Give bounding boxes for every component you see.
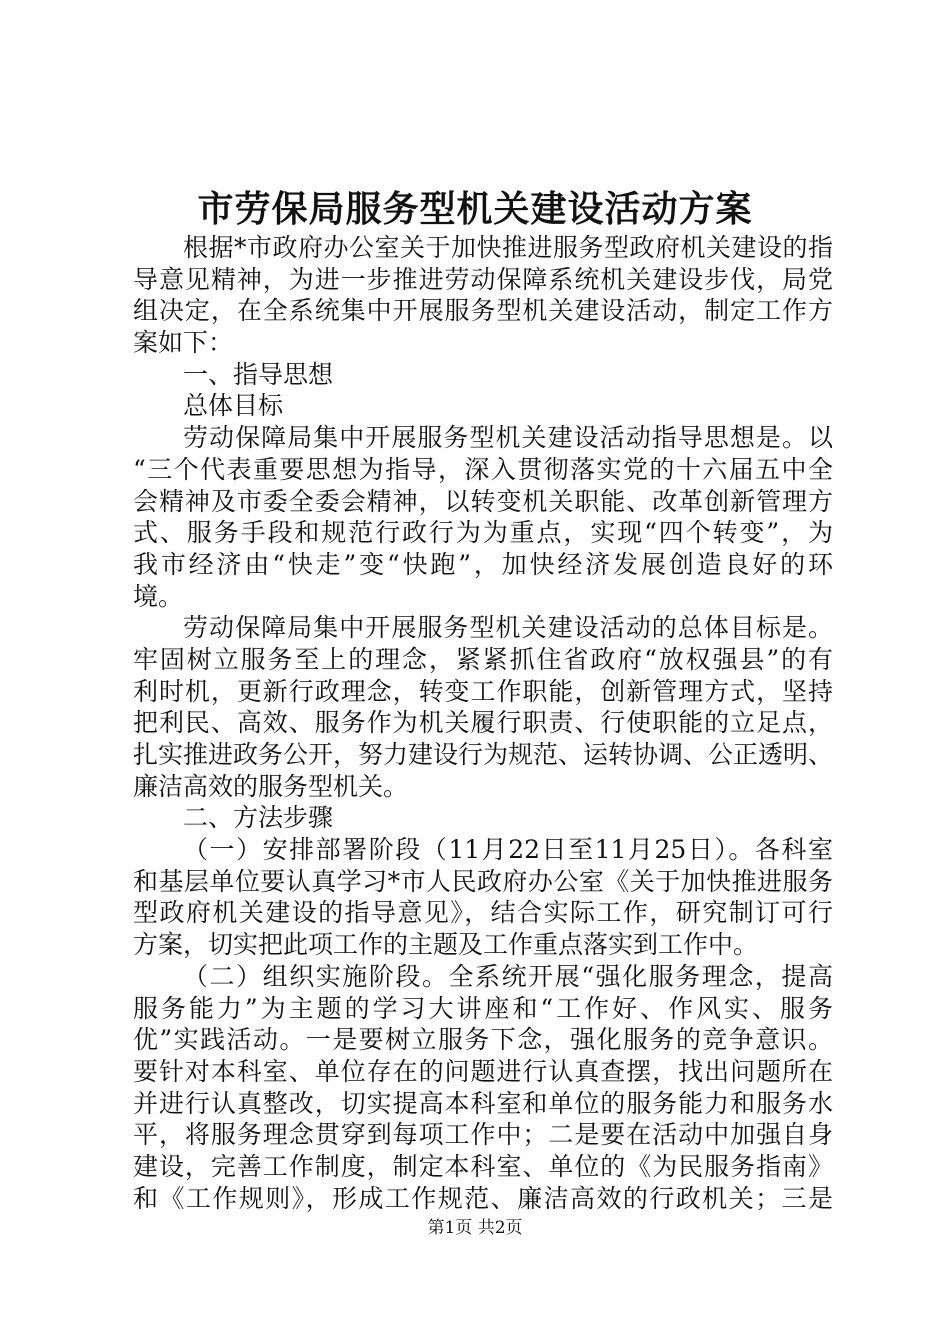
text-line: 案如下： xyxy=(133,328,234,358)
text-line: 优”实践活动。一是要树立服务下念，强化服务的竞争意识。 xyxy=(133,1025,833,1055)
text-line: 要针对本科室、单位存在的问题进行认真查摆，找出问题所在 xyxy=(133,1056,833,1086)
text-line: 扎实推进政务公开，努力建设行为规范、运转协调、公正透明、 xyxy=(133,740,834,769)
section-heading: 一、指导思想 xyxy=(183,359,334,389)
text-line: 廉洁高效的服务型机关。 xyxy=(133,771,409,801)
text-line: 和基层单位要认真学习*市人民政府办公室《关于加快推进服务 xyxy=(133,866,833,896)
text-line: 利时机，更新行政理念，转变工作职能，创新管理方式，坚持 xyxy=(133,676,833,706)
document-body xyxy=(133,232,833,1214)
document-title: 市劳保局服务型机关建设活动方案 xyxy=(197,188,753,230)
text-line: 牢固树立服务至上的理念，紧紧抓住省政府“放权强县”的有 xyxy=(133,644,833,674)
text-line: 组决定，在全系统集中开展服务型机关建设活动，制定工作方 xyxy=(133,296,833,326)
text-line: 境。 xyxy=(133,581,184,611)
text-line: 平，将服务理念贯穿到每项工作中；二是要在活动中加强自身 xyxy=(133,1120,833,1150)
section-heading: 二、方法步骤 xyxy=(183,803,334,833)
text-line: 方案，切实把此项工作的主题及工作重点落实到工作中。 xyxy=(133,930,759,960)
text-line: 导意见精神，为进一步推进劳动保障系统机关建设步伐，局党 xyxy=(133,264,833,294)
sub-heading: 总体目标 xyxy=(183,391,284,421)
text-line: 把利民、高效、服务作为机关履行职责、行使职能的立足点， xyxy=(133,708,833,738)
text-line: 并进行认真整改，切实提高本科室和单位的服务能力和服务水 xyxy=(133,1088,833,1118)
text-line: 式、服务手段和规范行政行为为重点，实现“四个转变”，为 xyxy=(133,518,833,548)
text-line: （二）组织实施阶段。全系统开展“强化服务理念，提高 xyxy=(183,961,833,991)
text-line: （一）安排部署阶段（11月22日至11月25日）。各科室 xyxy=(183,835,833,865)
text-line: 劳动保障局集中开展服务型机关建设活动指导思想是。以 xyxy=(183,423,833,453)
text-line: 建设，完善工作制度，制定本科室、单位的《为民服务指南》 xyxy=(133,1151,833,1181)
page-number-footer: 第1页 共2页 xyxy=(427,1218,523,1238)
text-line: 和《工作规则》，形成工作规范、廉洁高效的行政机关；三是 xyxy=(133,1183,833,1213)
text-line: “三个代表重要思想为指导，深入贯彻落实党的十六届五中全 xyxy=(133,454,833,484)
text-line: 我市经济由“快走”变“快跑”，加快经济发展创造良好的环 xyxy=(133,549,833,579)
text-line: 根据*市政府办公室关于加快推进服务型政府机关建设的指 xyxy=(183,233,833,262)
text-line: 会精神及市委全委会精神，以转变机关职能、改革创新管理方 xyxy=(133,486,833,516)
text-line: 劳动保障局集中开展服务型机关建设活动的总体目标是。 xyxy=(183,613,833,643)
text-line: 服务能力”为主题的学习大讲座和“工作好、作风实、服务 xyxy=(133,993,833,1023)
text-line: 型政府机关建设的指导意见》，结合实际工作，研究制订可行 xyxy=(133,898,833,928)
